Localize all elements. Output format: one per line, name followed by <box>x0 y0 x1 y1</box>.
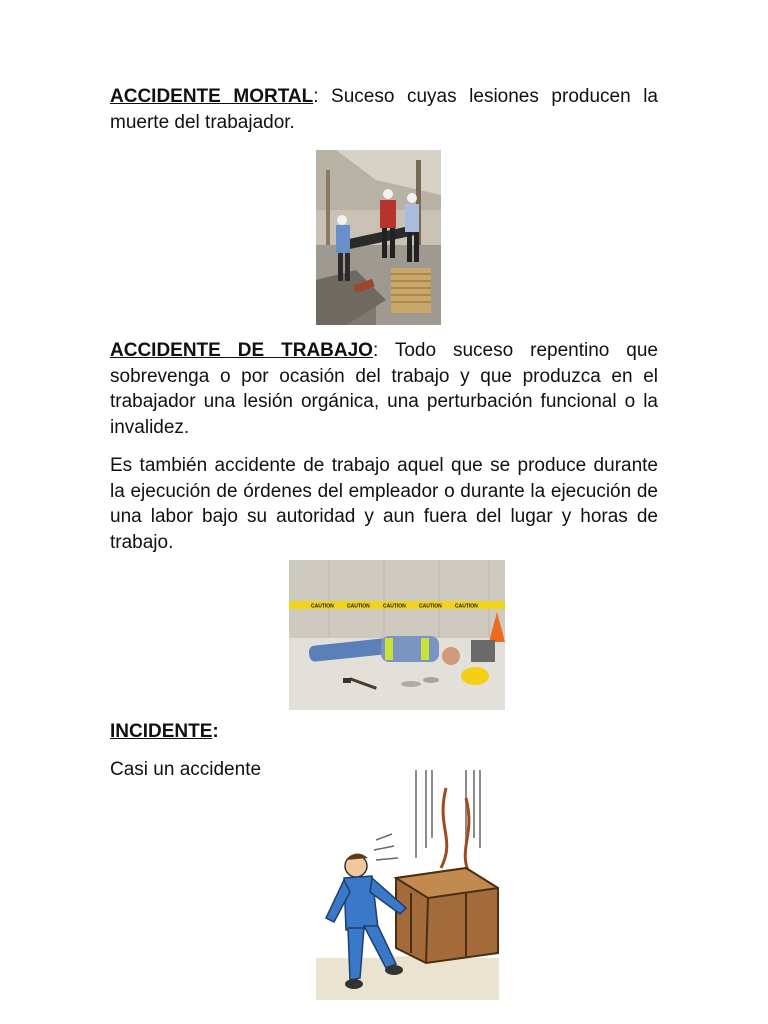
caution-tape-label-5: CAUTION <box>455 603 478 610</box>
photo-workers-carrying-injured <box>316 150 441 325</box>
caution-tape-label-3: CAUTION <box>383 603 406 610</box>
term-accidente-de-trabajo: ACCIDENTE DE TRABAJO <box>110 340 373 361</box>
incidente-colon: : <box>212 721 219 742</box>
caution-tape-label-4: CAUTION <box>419 603 442 610</box>
definition-accidente-de-trabajo: : Todo suceso repentino que sobrevenga o por ocasión del trabajo y que produzca en el trabajador una lesión orgánica, una perturbación funcional o la invalidez. <box>110 340 658 438</box>
paragraph-incidente-heading <box>110 719 658 745</box>
caution-tape-label-2: CAUTION <box>347 603 370 610</box>
term-incidente: INCIDENTE <box>110 721 213 742</box>
paragraph-accidente-mortal <box>110 84 658 135</box>
illustration-worker-dodging-falling-crate <box>316 768 499 1000</box>
term-accidente-mortal: ACCIDENTE MORTAL <box>110 86 314 107</box>
photo-injured-worker-on-floor <box>289 560 505 710</box>
definition-accidente-mortal: : Suceso cuyas lesiones producen la muerte del trabajador. <box>110 86 658 133</box>
paragraph-accidente-de-trabajo <box>110 338 658 440</box>
paragraph-accidente-trabajo-extra: Es también accidente de trabajo aquel que se produce durante la ejecución de órdenes del empleador o durante la ejecución de una labor bajo su autoridad y aun fuera del lugar y horas de trabajo. <box>110 455 658 553</box>
paragraph-incidente-definition: Casi un accidente <box>110 759 262 780</box>
caution-tape-label-1: CAUTION <box>311 603 334 610</box>
